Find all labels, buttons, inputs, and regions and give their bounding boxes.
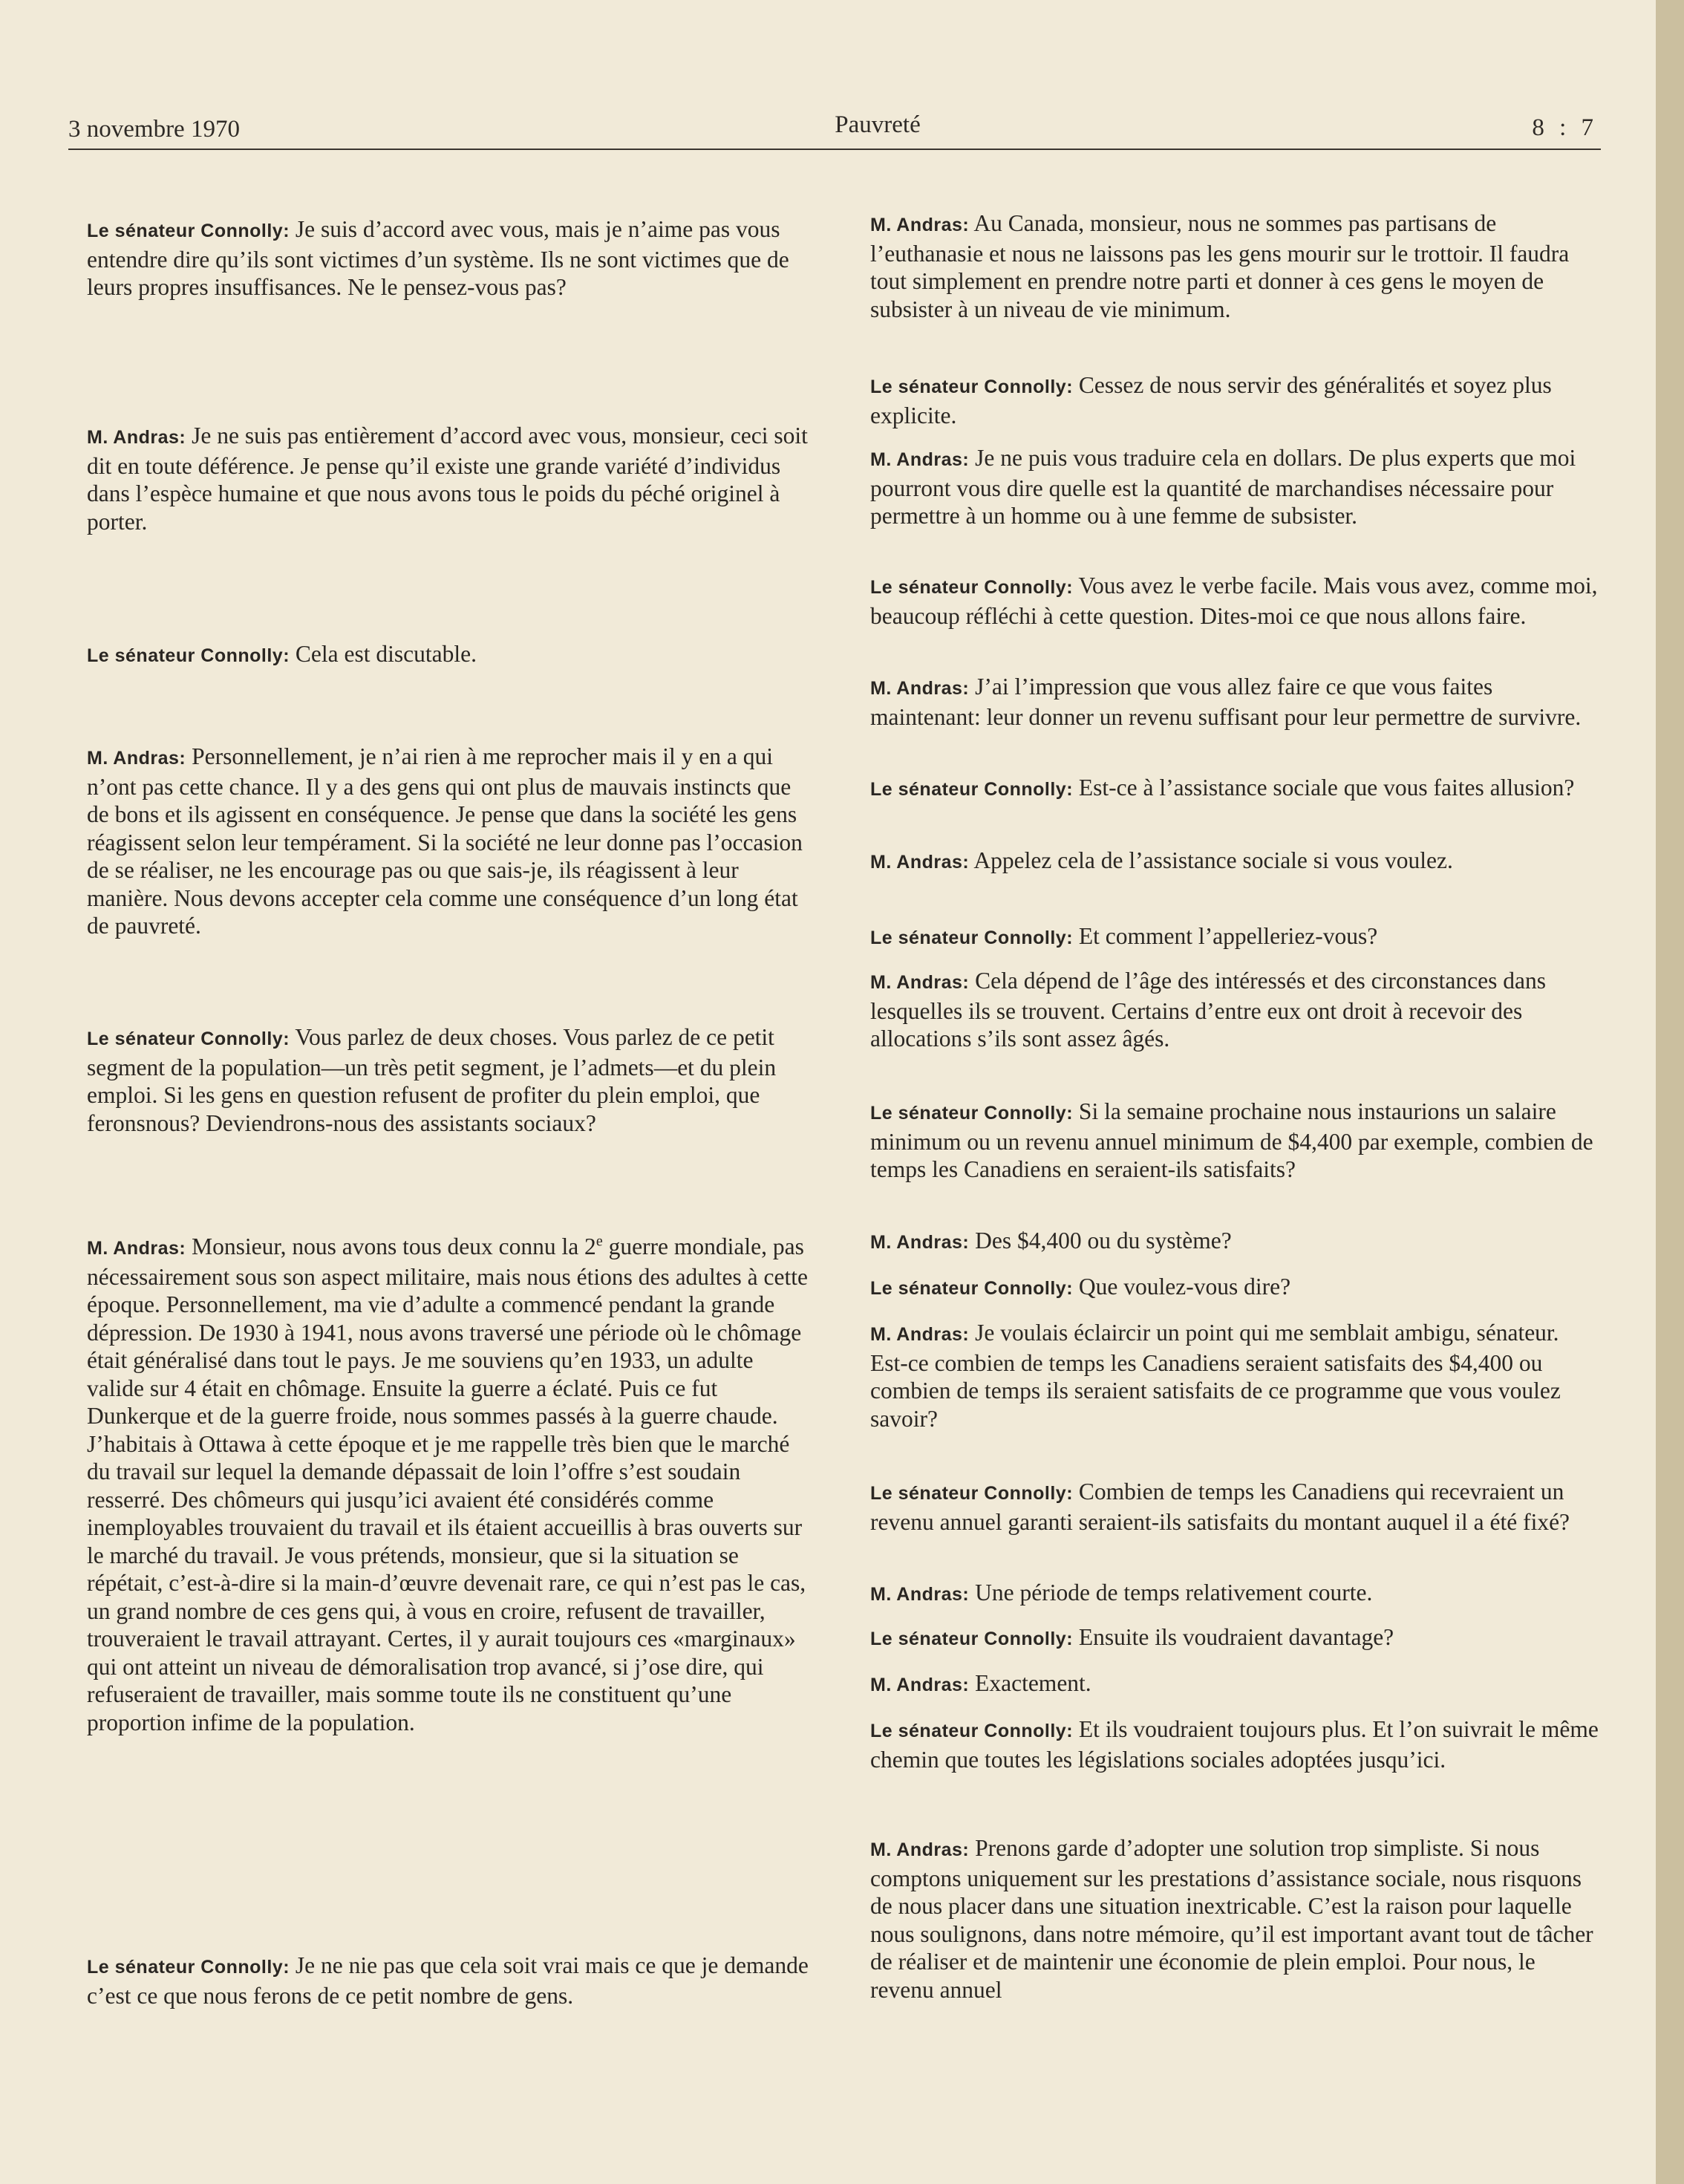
paragraph-text: Je voulais éclaircir un point qui me semblait ambigu, sénateur. Est-ce combien de temps les Canadiens seraient satisfaits des $4,400 ou combien de temps ils seraient satisfaits de ce programme que vous voulez savoir? — [870, 1320, 1561, 1432]
paragraph-text: Cela dépend de l’âge des intéressés et des circonstances dans lesquelles ils se trouvent. Certains d’entre eux ont droit à recevoir des allocations s’ils sont assez âgés. — [870, 968, 1546, 1052]
paragraph-text: Cela est discutable. — [295, 641, 477, 667]
paragraph-text: Des $4,400 ou du système? — [975, 1228, 1232, 1254]
paragraph — [87, 1023, 809, 1137]
header-date: 3 novembre 1970 — [68, 116, 240, 143]
header-page-number: 8 : 7 — [1532, 114, 1598, 141]
paragraph-text: Ensuite ils voudraient davantage? — [1078, 1624, 1394, 1650]
paragraph — [870, 1834, 1602, 2004]
paragraph — [870, 1623, 1602, 1654]
paragraph-text: Que voulez-vous dire? — [1078, 1274, 1291, 1300]
paragraph — [870, 1098, 1602, 1184]
speaker-label: M. Andras: — [87, 748, 186, 769]
paragraph — [87, 1233, 809, 1736]
paragraph-text: Et comment l’appelleriez-vous? — [1078, 923, 1378, 949]
paragraph — [870, 774, 1602, 804]
paragraph-text: Une période de temps relativement courte. — [975, 1580, 1373, 1606]
header-rule — [68, 149, 1601, 150]
paragraph-text: Vous parlez de deux choses. Vous parlez de ce petit segment de la population—un très petit segment, je l’admets—et du plein emploi. Si les gens en question refusent de profiter du plein emploi, que feronsnous? Deviendrons-nous des assistants sociaux? — [87, 1024, 777, 1136]
paragraph — [870, 673, 1602, 731]
paragraph — [87, 215, 809, 301]
paragraph — [870, 1669, 1602, 1700]
paragraph-text: Monsieur, nous avons tous deux connu la 2 — [192, 1233, 596, 1259]
paragraph — [870, 444, 1602, 530]
speaker-label: Le sénateur Connolly: — [870, 577, 1074, 598]
paragraph — [870, 847, 1602, 877]
speaker-label: Le sénateur Connolly: — [870, 1721, 1074, 1741]
paragraph — [870, 209, 1602, 323]
paragraph — [87, 422, 809, 535]
paragraph — [870, 1227, 1602, 1257]
page-edge-shadow — [1656, 0, 1684, 2184]
paragraph-text: Exactement. — [975, 1670, 1091, 1696]
paragraph — [870, 1478, 1602, 1536]
paragraph-text: Combien de temps les Canadiens qui recevraient un revenu annuel garanti seraient-ils satisfaits du montant auquel il a été fixé? — [870, 1479, 1570, 1535]
paragraph-text: Je ne puis vous traduire cela en dollars. De plus experts que moi pourront vous dire quelle est la quantité de marchandises nécessaire pour permettre à un homme ou à une femme de subsister. — [870, 445, 1576, 529]
paragraph — [870, 1715, 1602, 1773]
superscript: e — [595, 1233, 603, 1250]
speaker-label: M. Andras: — [870, 449, 970, 470]
speaker-label: M. Andras: — [870, 1324, 970, 1345]
paragraph — [87, 640, 809, 671]
speaker-label: Le sénateur Connolly: — [870, 928, 1074, 948]
speaker-label: M. Andras: — [870, 1232, 970, 1253]
speaker-label: M. Andras: — [870, 215, 970, 235]
speaker-label: Le sénateur Connolly: — [870, 779, 1074, 800]
speaker-label: Le sénateur Connolly: — [87, 645, 290, 666]
speaker-label: Le sénateur Connolly: — [87, 1029, 290, 1049]
speaker-label: M. Andras: — [870, 972, 970, 993]
speaker-label: Le sénateur Connolly: — [870, 1278, 1074, 1299]
paragraph-text: Prenons garde d’adopter une solution trop simpliste. Si nous comptons uniquement sur les prestations d’assistance sociale, nous risquons de nous placer dans une situation inextricable. C’est la raison pour laquelle nous soulignons, dans notre mémoire, qu’il est important avant tout de tâcher de réaliser et de maintenir une économie de plein emploi. Pour nous, le revenu annuel — [870, 1835, 1593, 2003]
speaker-label: M. Andras: — [87, 427, 186, 448]
speaker-label: Le sénateur Connolly: — [87, 1957, 290, 1978]
paragraph-text: J’ai l’impression que vous allez faire ce que vous faites maintenant: leur donner un revenu suffisant pour leur permettre de survivre. — [870, 674, 1582, 730]
paragraph-text: Je ne nie pas que cela soit vrai mais ce que je demande c’est ce que nous ferons de ce petit nombre de gens. — [87, 1952, 809, 2009]
paragraph-text: Si la semaine prochaine nous instaurions un salaire minimum ou un revenu annuel minimum de $4,400 par exemple, combien de temps les Canadiens en seraient-ils satisfaits? — [870, 1098, 1593, 1182]
paragraph-text: Est-ce à l’assistance sociale que vous faites allusion? — [1078, 775, 1575, 801]
paragraph — [870, 967, 1602, 1053]
paragraph — [870, 371, 1602, 429]
paragraph — [870, 922, 1602, 953]
page-header — [68, 111, 1598, 150]
paragraph-text: Cessez de nous servir des généralités et soyez plus explicite. — [870, 372, 1552, 428]
speaker-label: M. Andras: — [87, 1238, 186, 1259]
speaker-label: Le sénateur Connolly: — [870, 1103, 1074, 1124]
paragraph-text: Vous avez le verbe facile. Mais vous avez, comme moi, beaucoup réfléchi à cette question. Dites-moi ce que nous allons faire. — [870, 573, 1598, 629]
paragraph — [870, 1273, 1602, 1303]
speaker-label: M. Andras: — [870, 1675, 970, 1695]
header-title: Pauvreté — [835, 111, 921, 138]
paragraph-text-continued: guerre mondiale, pas nécessairement sous son aspect militaire, mais nous étions des adultes à cette époque. Personnellement, ma vie d’adulte a commencé pendant la grande dépression. De 1930 à 1941, nous avons traversé une période où le chômage était généralisé dans tout le pays. Je me souviens qu’en 1933, un adulte valide sur 4 était en chômage. Ensuite la guerre a éclaté. Puis ce fut Dunkerque et de la guerre froide, nous sommes passés à la guerre chaude. J’habitais à Ottawa à cette époque et je me rappelle très bien que le marché du travail sur lequel la demande dépassait de loin l’offre s’est soudain resserré. Des chômeurs qui jusqu’ici avaient été considérés comme inemployables trouvaient du travail et ils étaient accueillis à bras ouverts sur le marché du travail. Je vous prétends, monsieur, que si la situation se répétait, c’est-à-dire si la main-d’œuvre devenait rare, ce qui n’est pas le cas, un grand nombre de ces gens qui, à vous en croire, refusent de travailler, trouveraient le travail attrayant. Certes, il y aurait toujours ces «marginaux» qui ont atteint un niveau de démoralisation trop avancé, si j’ose dire, qui refuseraient de travailler, mais somme toute ils ne constituent qu’une proportion infime de la population. — [87, 1233, 808, 1735]
paragraph-text: Je ne suis pas entièrement d’accord avec vous, monsieur, ceci soit dit en toute déférence. Je pense qu’il existe une grande variété d’individus dans l’espèce humaine et que nous avons tous le poids du péché originel à porter. — [87, 423, 808, 535]
paragraph — [870, 1579, 1602, 1609]
paragraph-text: Je suis d’accord avec vous, mais je n’aime pas vous entendre dire qu’ils sont victimes d’un système. Ils ne sont victimes que de leurs propres insuffisances. Ne le pensez-vous pas? — [87, 216, 789, 300]
paragraph-text: Appelez cela de l’assistance sociale si vous voulez. — [973, 847, 1453, 873]
speaker-label: Le sénateur Connolly: — [870, 1629, 1074, 1649]
speaker-label: M. Andras: — [870, 1839, 970, 1860]
paragraph — [870, 1319, 1602, 1432]
speaker-label: M. Andras: — [870, 1584, 970, 1605]
paragraph — [870, 572, 1602, 630]
paragraph-text: Et ils voudraient toujours plus. Et l’on suivrait le même chemin que toutes les législations sociales adoptées jusqu’ici. — [870, 1716, 1599, 1773]
paragraph — [87, 743, 809, 940]
paragraph — [87, 1952, 809, 2009]
speaker-label: M. Andras: — [870, 678, 970, 699]
speaker-label: M. Andras: — [870, 852, 970, 873]
paragraph-text: Personnellement, je n’ai rien à me reprocher mais il y en a qui n’ont pas cette chance. Il y a des gens qui ont plus de mauvais instincts que de bons et ils agissent en conséquence. Je pense que dans la société les gens réagissent selon leur tempérament. Si la société ne leur donne pas l’occasion de se réaliser, ne les encourage pas ou que sais-je, ils réagissent à leur manière. Nous devons accepter cela comme une conséquence d’un long état de pauvreté. — [87, 743, 803, 939]
speaker-label: Le sénateur Connolly: — [870, 377, 1074, 397]
speaker-label: Le sénateur Connolly: — [87, 221, 290, 241]
speaker-label: Le sénateur Connolly: — [870, 1483, 1074, 1504]
paragraph-text: Au Canada, monsieur, nous ne sommes pas partisans de l’euthanasie et nous ne laissons pas les gens mourir sur le trottoir. Il faudra tout simplement en prendre notre parti et donner à ces gens le moyen de subsister à un niveau de vie minimum. — [870, 210, 1570, 322]
